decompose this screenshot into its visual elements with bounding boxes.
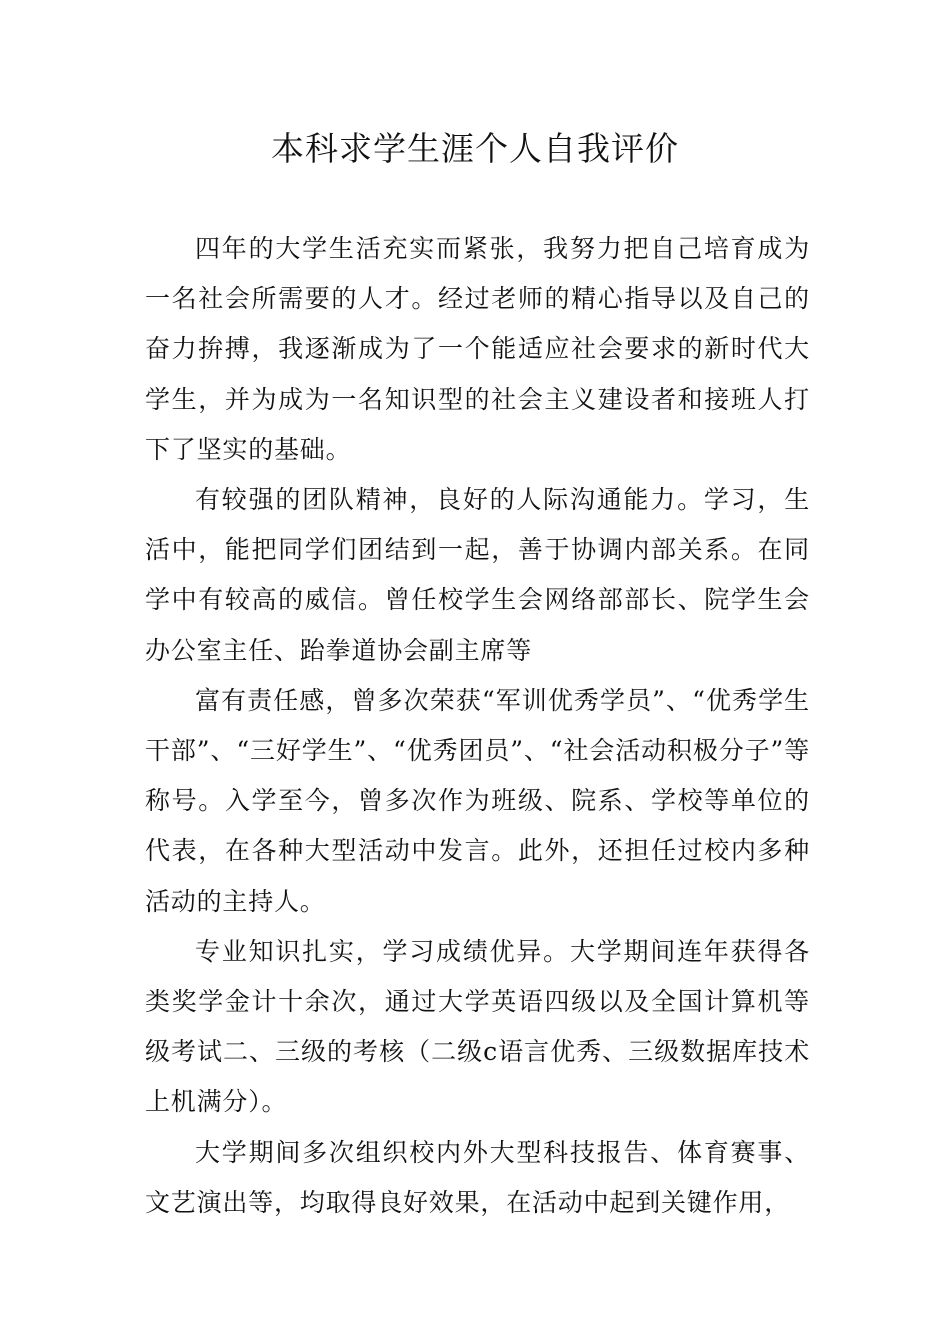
paragraph-4: 专业知识扎实，学习成绩优异。大学期间连年获得各类奖学金计十余次，通过大学英语四级以及全国计算机等级考试二、三级的考核（二级c语言优秀、三级数据库技术上机满分）。	[145, 936, 810, 1117]
paragraph-2: 有较强的团队精神，良好的人际沟通能力。学习，生活中，能把同学们团结到一起，善于协调内部关系。在同学中有较高的威信。曾任校学生会网络部部长、院学生会办公室主任、跆拳道协会副主席等	[145, 485, 810, 665]
paragraph-5: 大学期间多次组织校内外大型科技报告、体育赛事、文艺演出等，均取得良好效果，在活动中起到关键作用，	[145, 1137, 810, 1217]
document-title: 本科求学生涯个人自我评价	[271, 129, 679, 168]
paragraph-1: 四年的大学生活充实而紧张，我努力把自己培育成为一名社会所需要的人才。经过老师的精心指导以及自己的奋力拚搏，我逐渐成为了一个能适应社会要求的新时代大学生，并为成为一名知识型的社会主义建设者和接班人打下了坚实的基础。	[145, 234, 810, 464]
paragraph-3: 富有责任感，曾多次荣获“军训优秀学员”、“优秀学生干部”、“三好学生”、“优秀团员”、“社会活动积极分子”等称号。入学至今，曾多次作为班级、院系、学校等单位的代表，在各种大型活动中发言。此外，还担任过校内多种活动的主持人。	[145, 685, 810, 916]
document-body	[145, 224, 810, 1228]
